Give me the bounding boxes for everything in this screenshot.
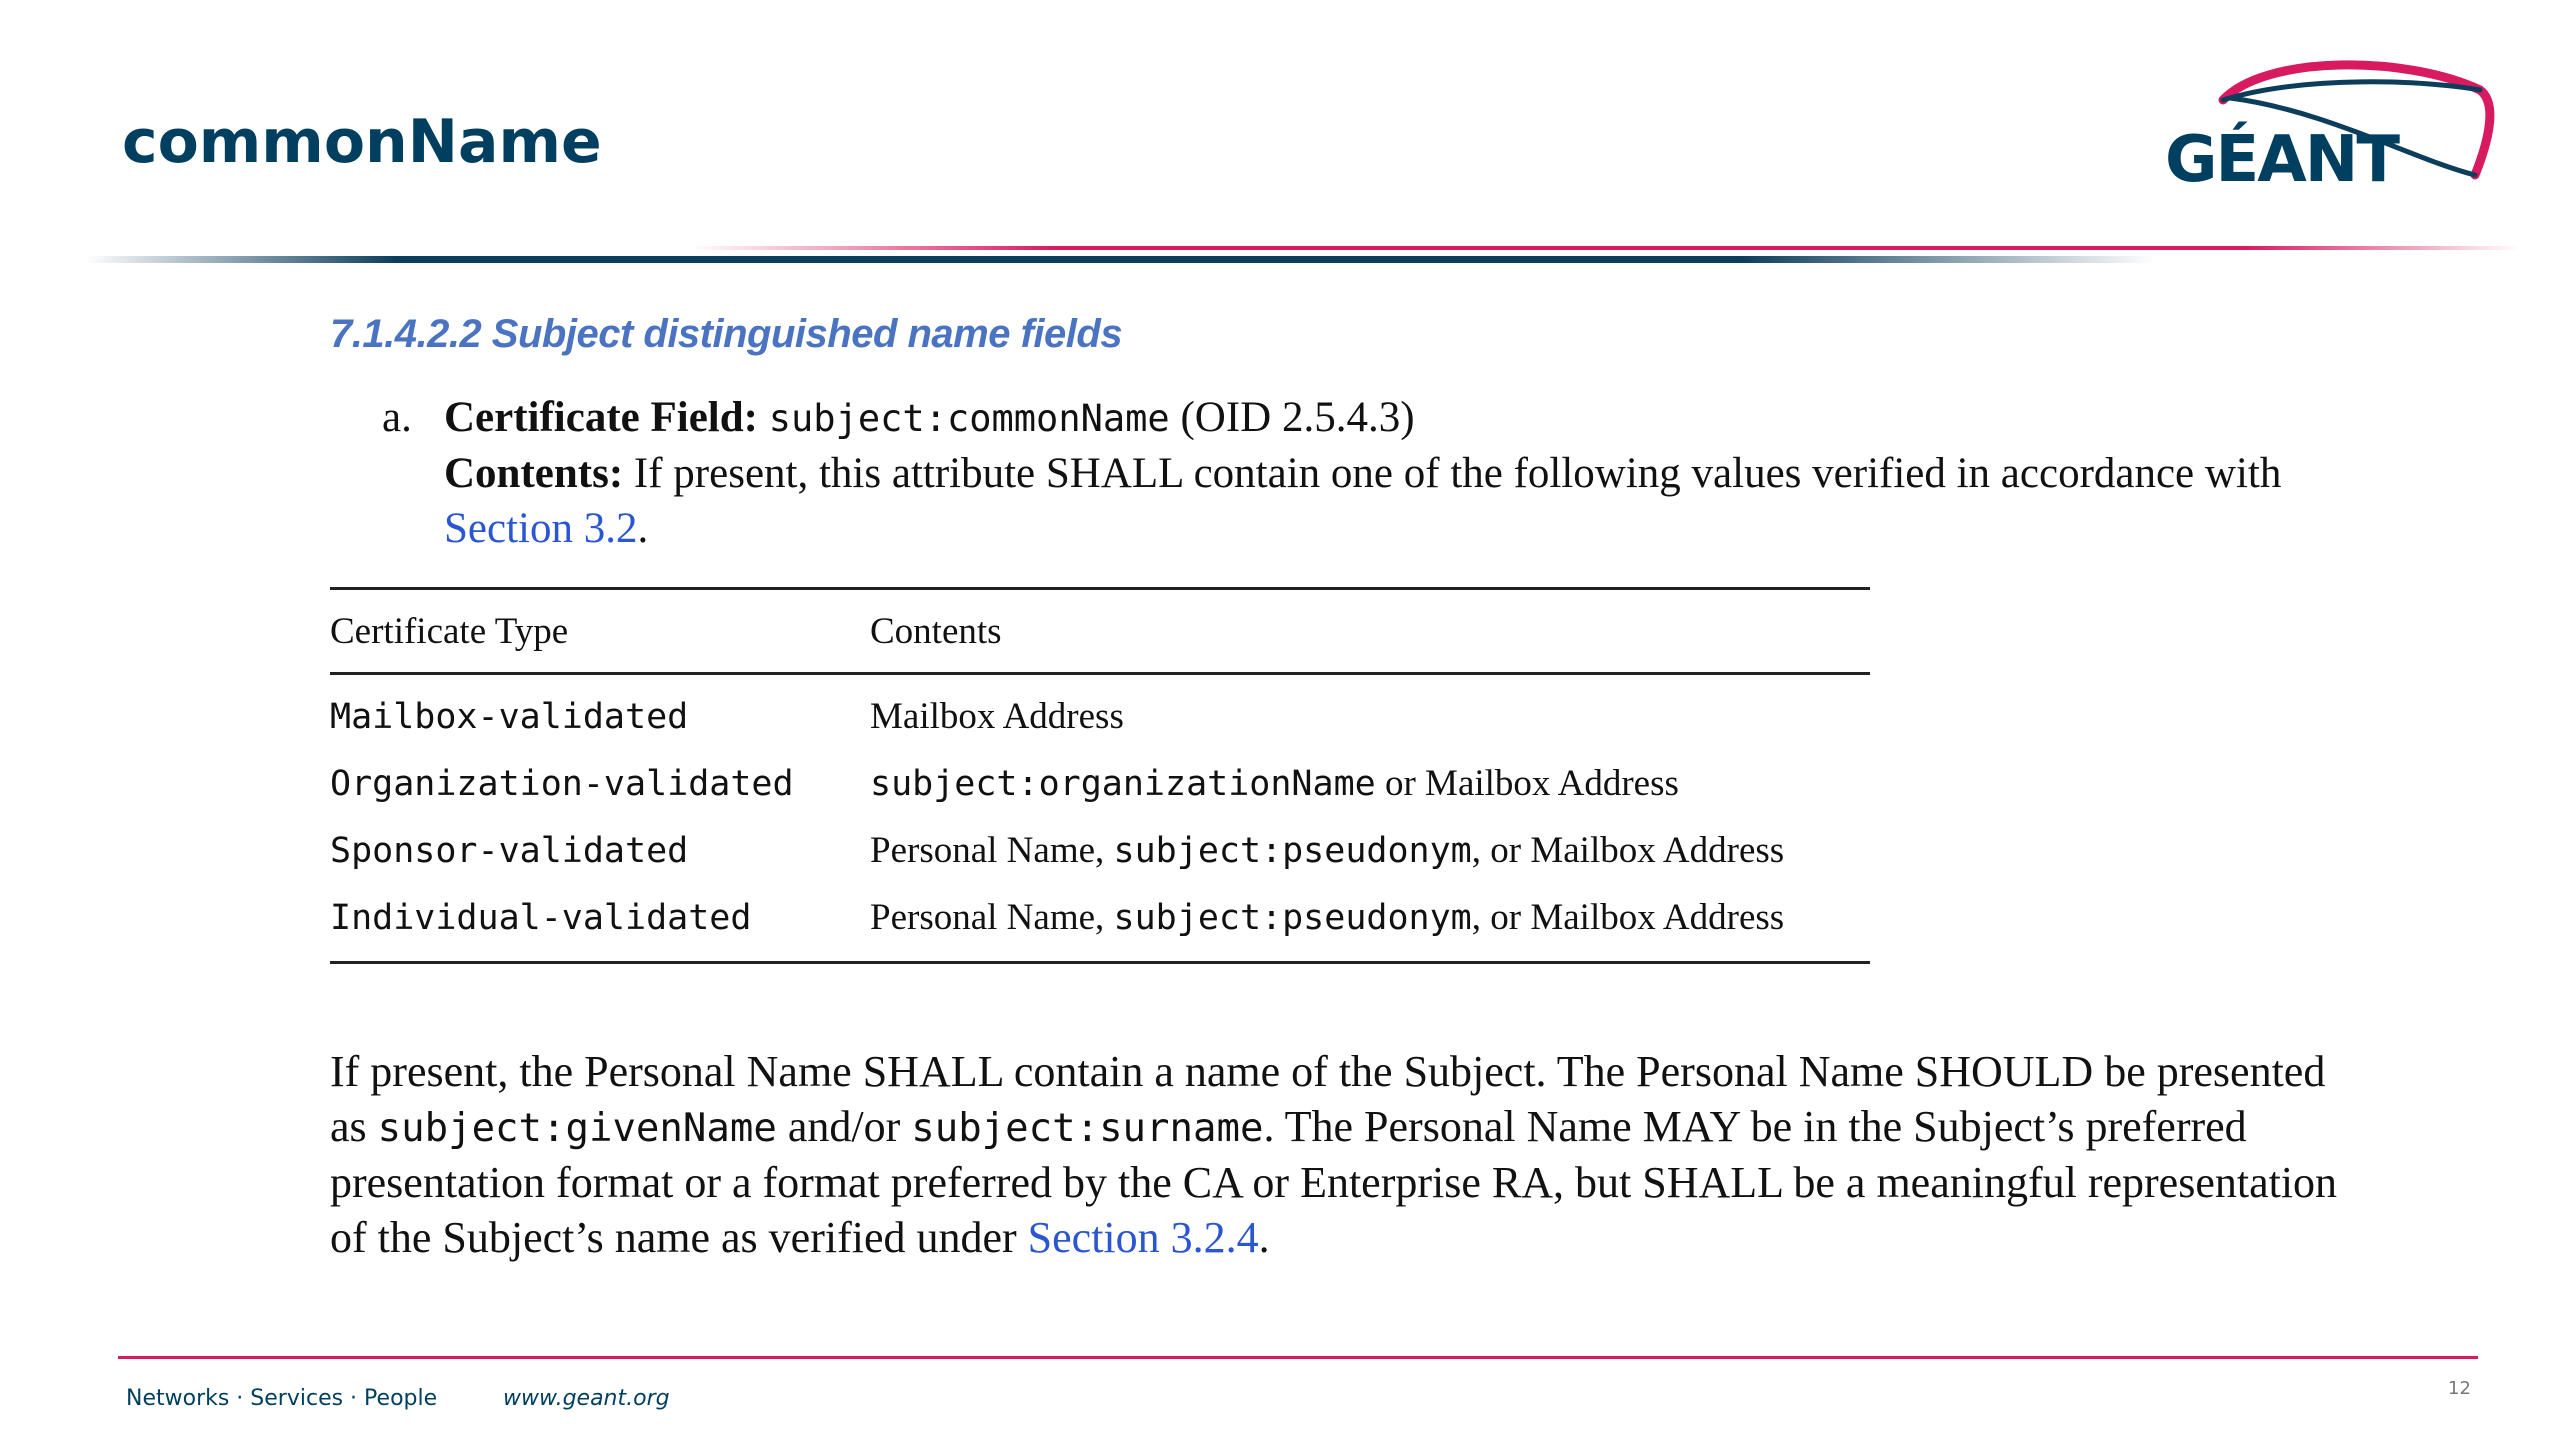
column-header-type: Certificate Type bbox=[330, 610, 569, 652]
code-surname: subject:surname bbox=[911, 1105, 1264, 1151]
section-link[interactable]: Section 3.2 bbox=[444, 505, 638, 552]
field-oid: (OID 2.5.4.3) bbox=[1180, 394, 1415, 441]
text-fragment: Personal Name, bbox=[870, 830, 1114, 871]
cell-certificate-type: Sponsor-validated bbox=[330, 830, 689, 871]
personal-name-paragraph bbox=[330, 1045, 2360, 1265]
contents-end: . bbox=[637, 505, 649, 552]
logo-wordmark: GÉANT bbox=[2165, 123, 2398, 197]
field-code: subject:commonName bbox=[768, 397, 1170, 440]
cell-certificate-type: Organization-validated bbox=[330, 763, 794, 804]
table-row bbox=[330, 884, 1870, 963]
text-fragment: or Mailbox Address bbox=[1375, 763, 1679, 804]
code-fragment: subject:pseudonym bbox=[1113, 831, 1472, 871]
footer-tagline: Networks · Services · People bbox=[126, 1386, 438, 1411]
code-given-name: subject:givenName bbox=[377, 1105, 777, 1151]
table-row bbox=[330, 750, 1870, 817]
cell-certificate-type: Individual-validated bbox=[330, 884, 870, 963]
contents-line bbox=[444, 446, 2284, 556]
cell-contents bbox=[870, 750, 1870, 817]
column-header-contents: Contents bbox=[870, 610, 1002, 652]
field-label: Certificate Field: bbox=[444, 394, 758, 441]
slide-title: commonName bbox=[122, 107, 602, 177]
text-fragment: Mailbox Address bbox=[870, 696, 1124, 737]
certificate-field-line bbox=[444, 390, 2284, 446]
list-item-body bbox=[444, 390, 2284, 556]
cell-contents bbox=[870, 817, 1870, 884]
table-body bbox=[330, 674, 1870, 963]
paragraph-text: . The Personal Name MAY be in the Subject’s preferred presentation format or a format preferred by the CA or Enterprise RA, but SHALL be a meaningful representation of the Subject’s name as verified under bbox=[330, 1101, 2338, 1262]
cell-contents bbox=[870, 674, 1870, 751]
certificate-contents-table bbox=[330, 587, 1870, 964]
contents-text: If present, this attribute SHALL contain one of the following values verified in accordance with bbox=[633, 450, 2282, 497]
paragraph-text: If present, the Personal Name SHALL contain a name of the Subject. The Personal Name SHOULD be presented as bbox=[330, 1047, 2326, 1151]
cell-contents bbox=[870, 884, 1870, 963]
section-heading: 7.1.4.2.2 Subject distinguished name fields bbox=[330, 312, 1123, 356]
section-link[interactable]: Section 3.2.4 bbox=[1027, 1212, 1259, 1262]
list-marker: a. bbox=[382, 394, 412, 441]
paragraph-text: and/or bbox=[776, 1101, 912, 1151]
header-divider-accent bbox=[690, 246, 2520, 250]
paragraph-end: . bbox=[1258, 1212, 1270, 1262]
footer-divider bbox=[118, 1356, 2478, 1359]
header-divider bbox=[85, 256, 2155, 263]
geant-logo bbox=[2155, 50, 2495, 210]
table-header-row bbox=[330, 589, 1870, 674]
table-row bbox=[330, 817, 1870, 884]
contents-label: Contents: bbox=[444, 450, 624, 497]
code-fragment: subject:pseudonym bbox=[1113, 898, 1472, 938]
code-fragment: subject:organizationName bbox=[870, 764, 1376, 804]
text-fragment: , or Mailbox Address bbox=[1471, 897, 1785, 938]
text-fragment: Personal Name, bbox=[870, 897, 1114, 938]
text-fragment: , or Mailbox Address bbox=[1471, 830, 1785, 871]
page-number: 12 bbox=[2448, 1378, 2471, 1399]
table-row bbox=[330, 674, 1870, 751]
footer-url-link[interactable]: www.geant.org bbox=[503, 1386, 670, 1411]
cell-certificate-type: Mailbox-validated bbox=[330, 696, 689, 737]
